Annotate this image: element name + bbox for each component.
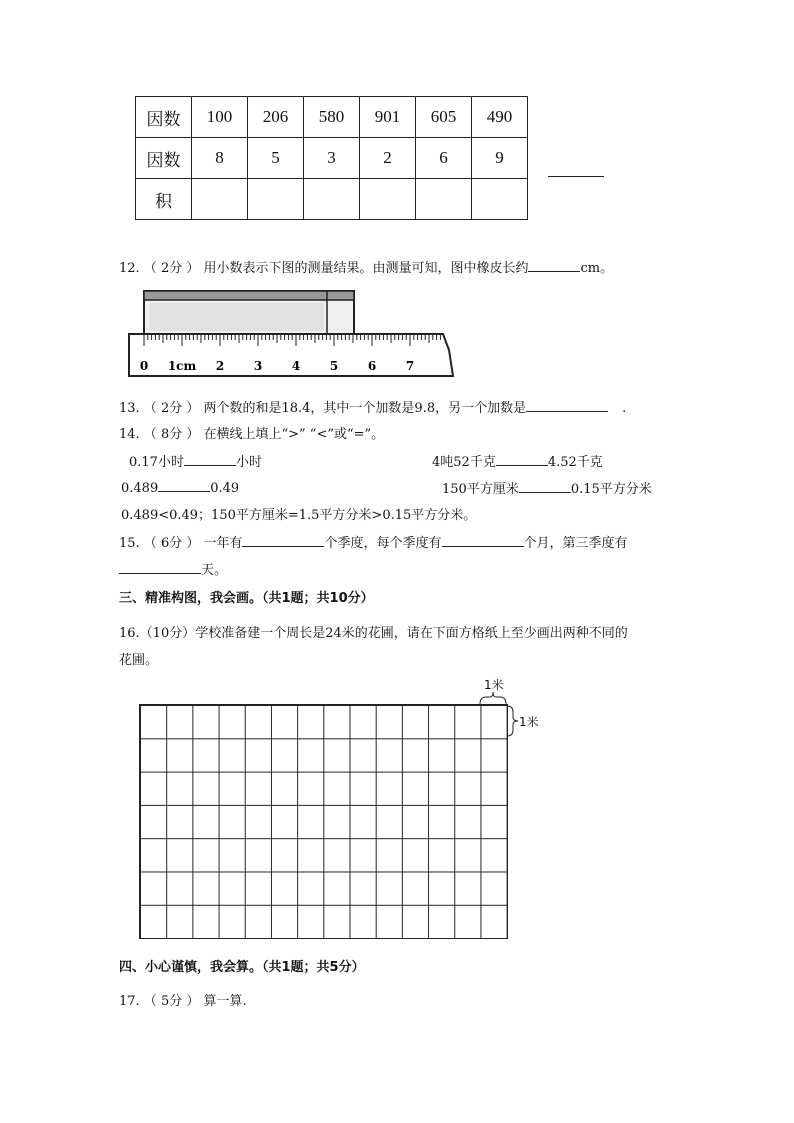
compare-item — [129, 451, 262, 470]
question-12 — [119, 257, 613, 276]
compare-right: 0.15平方分米 — [570, 482, 652, 497]
answer-note: 0.489<0.49；150平方厘米=1.5平方分米>0.15平方分米。 — [121, 508, 477, 523]
table-cell: 3 — [304, 138, 360, 179]
table-answer-blank[interactable] — [548, 176, 604, 177]
ruler-label: 0 — [139, 359, 149, 373]
table-cell: 580 — [304, 97, 360, 138]
answer-cell[interactable] — [416, 179, 472, 220]
question-period: . — [622, 401, 627, 416]
answer-blank[interactable] — [528, 258, 580, 272]
table-cell: 605 — [416, 97, 472, 138]
table-cell: 2 — [360, 138, 416, 179]
ruler-with-eraser-figure — [127, 288, 457, 380]
compare-left: 0.17小时 — [129, 455, 184, 470]
question-15 — [119, 532, 628, 551]
row-header: 因数 — [136, 138, 192, 179]
answer-blank[interactable] — [119, 560, 201, 574]
compare-item — [121, 478, 239, 496]
answer-cell[interactable] — [304, 179, 360, 220]
factor-table — [135, 96, 528, 220]
answer-cell[interactable] — [192, 179, 248, 220]
table-cell: 206 — [248, 97, 304, 138]
question-unit: cm。 — [580, 261, 614, 276]
compare-left: 150平方厘米 — [442, 482, 519, 497]
question-text: 15. （ 6分 ） 一年有 — [119, 536, 243, 551]
question-14-title: 14. （ 8分 ） 在横线上填上“>” “<”或“=”。 — [119, 427, 385, 442]
ruler-label: 2 — [215, 359, 225, 373]
eraser — [144, 291, 354, 334]
question-16-line2: 花圃。 — [119, 653, 159, 668]
ruler-label: 4 — [291, 359, 301, 373]
question-text: 13. （ 2分 ） 两个数的和是18.4，其中一个加数是9.8，另一个加数是 — [119, 401, 527, 416]
compare-item — [442, 478, 652, 497]
question-text: 12. （ 2分 ） 用小数表示下图的测量结果。由测量可知，图中橡皮长约 — [119, 261, 529, 276]
answer-blank[interactable] — [519, 479, 571, 493]
section-heading: 三、精准构图，我会画。（共1题；共10分） — [119, 591, 374, 606]
compare-item — [432, 451, 603, 470]
answer-cell[interactable] — [472, 179, 528, 220]
question-text: 天。 — [201, 563, 228, 578]
row-header: 积 — [136, 179, 192, 220]
question-text: 个季度，每个季度有 — [324, 536, 442, 551]
width-scale-label: 1米 — [484, 678, 504, 692]
compare-right: 4.52千克 — [547, 455, 603, 470]
answer-cell[interactable] — [360, 179, 416, 220]
table-cell: 9 — [472, 138, 528, 179]
ruler-label: 3 — [253, 359, 263, 373]
square-grid[interactable] — [139, 704, 508, 939]
section-heading: 四、小心谨慎，我会算。（共1题；共5分） — [119, 960, 365, 975]
ruler-label: 5 — [329, 359, 339, 373]
table-row — [136, 97, 528, 138]
ruler-label: 1cm — [167, 359, 197, 373]
question-text: 个月，第三季度有 — [523, 536, 628, 551]
question-16-line1: 16.（10分）学校准备建一个周长是24米的花圃，请在下面方格纸上至少画出两种不同的 — [119, 626, 628, 641]
answer-blank[interactable] — [526, 398, 608, 412]
compare-left: 4吨52千克 — [432, 455, 496, 470]
table-row — [136, 179, 528, 220]
compare-right: 小时 — [235, 455, 262, 470]
question-13 — [119, 397, 626, 416]
ruler — [129, 334, 453, 376]
table-cell: 6 — [416, 138, 472, 179]
ruler-label: 6 — [367, 359, 377, 373]
height-brace — [506, 704, 520, 738]
answer-cell[interactable] — [248, 179, 304, 220]
table-cell: 5 — [248, 138, 304, 179]
table-cell: 8 — [192, 138, 248, 179]
answer-blank[interactable] — [184, 452, 236, 466]
table-cell: 901 — [360, 97, 416, 138]
answer-blank[interactable] — [242, 533, 324, 547]
table-cell: 490 — [472, 97, 528, 138]
ruler-label: 7 — [405, 359, 415, 373]
row-header: 因数 — [136, 97, 192, 138]
answer-blank[interactable] — [442, 533, 524, 547]
answer-blank[interactable] — [496, 452, 548, 466]
table-cell: 100 — [192, 97, 248, 138]
height-scale-label: 1米 — [519, 715, 539, 729]
question-15-cont — [119, 559, 227, 578]
question-17: 17. （ 5分 ） 算一算. — [119, 994, 247, 1009]
compare-right: 0.49 — [210, 481, 240, 496]
answer-blank[interactable] — [158, 478, 210, 492]
table-row — [136, 138, 528, 179]
compare-left: 0.489 — [121, 481, 159, 496]
